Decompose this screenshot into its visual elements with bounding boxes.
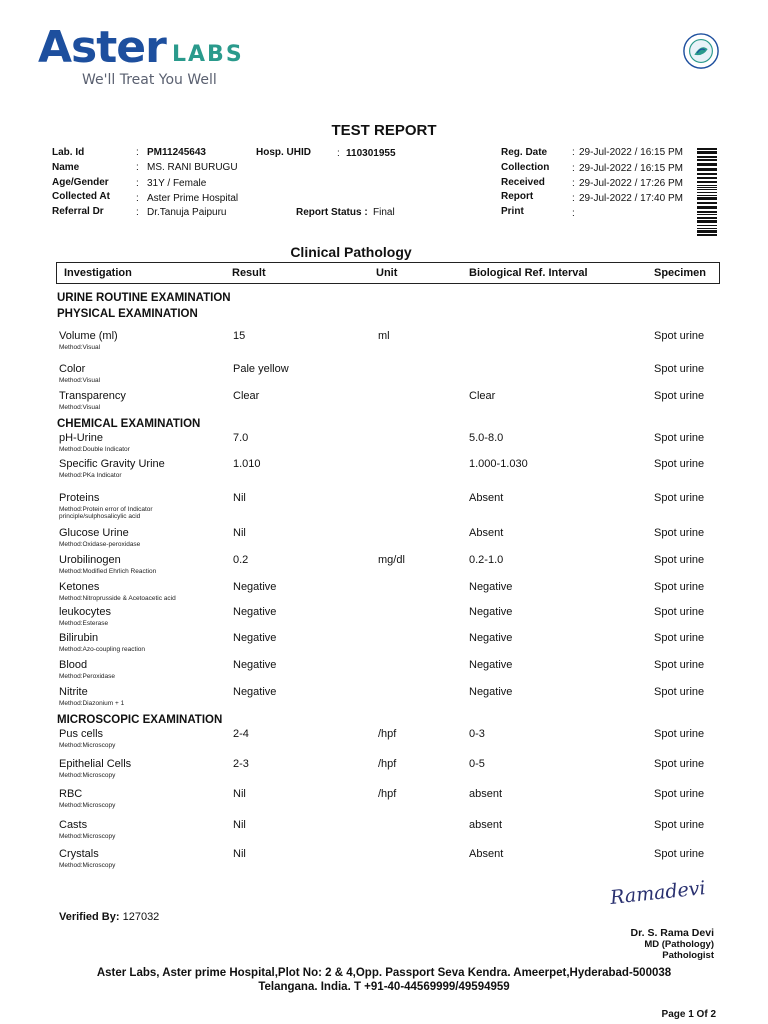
test-result: Clear	[233, 390, 260, 402]
test-specimen: Spot urine	[654, 363, 705, 375]
test-method: Method:Visual	[59, 344, 101, 351]
report-status-value: Final	[373, 207, 395, 218]
test-result: 0.2	[233, 554, 249, 566]
test-ref-interval: 1.000-1.030	[469, 458, 528, 470]
colon: :	[136, 162, 139, 173]
header-ref-interval: Biological Ref. Interval	[469, 267, 588, 279]
test-method: Method:Modified Ehrlich Reaction	[59, 568, 157, 575]
test-result: Negative	[233, 606, 277, 618]
collection-label: Collection	[501, 162, 550, 173]
test-specimen: Spot urine	[654, 330, 705, 342]
colon: :	[572, 208, 575, 219]
test-method: Method:Microscopy	[59, 802, 116, 809]
report-status-label: Report Status :	[296, 207, 368, 218]
test-name: pH-Urine	[59, 432, 104, 444]
collection-value: 29-Jul-2022 / 16:15 PM	[579, 163, 683, 174]
test-ref-interval: Negative	[469, 606, 513, 618]
doctor-degree: MD (Pathology)	[644, 939, 714, 950]
test-name: leukocytes	[59, 606, 111, 618]
test-result: 7.0	[233, 432, 249, 444]
barcode-icon	[697, 148, 717, 236]
test-specimen: Spot urine	[654, 581, 705, 593]
referral-value: Dr.Tanuja Paipuru	[147, 207, 227, 218]
verified-label: Verified By:	[59, 911, 120, 923]
hosp-uhid-value: 110301955	[346, 148, 396, 159]
collected-at-value: Aster Prime Hospital	[147, 193, 239, 204]
test-ref-interval: absent	[469, 819, 503, 831]
test-result: Pale yellow	[233, 363, 289, 375]
test-name: Blood	[59, 659, 88, 671]
brand-logo: Aster	[38, 22, 166, 73]
test-method: Method:Protein error of Indicator	[59, 506, 153, 513]
colon: :	[136, 207, 139, 218]
brand-labs: LABS	[172, 42, 244, 67]
test-ref-interval: Absent	[469, 848, 504, 860]
test-method: Method:Microscopy	[59, 742, 116, 749]
test-ref-interval: 5.0-8.0	[469, 432, 504, 444]
test-method: Method:Peroxidase	[59, 673, 116, 680]
test-name: Transparency	[59, 390, 126, 402]
test-specimen: Spot urine	[654, 788, 705, 800]
test-ref-interval: Negative	[469, 632, 513, 644]
test-method: Method:Visual	[59, 377, 101, 384]
test-unit: /hpf	[378, 728, 397, 740]
test-method: Method:Visual	[59, 404, 101, 411]
test-result: Nil	[233, 492, 246, 504]
test-specimen: Spot urine	[654, 554, 705, 566]
test-specimen: Spot urine	[654, 606, 705, 618]
test-unit: /hpf	[378, 758, 397, 770]
test-ref-interval: absent	[469, 788, 503, 800]
test-name: Specific Gravity Urine	[59, 458, 165, 470]
lab-id-label: Lab. Id	[52, 147, 85, 158]
test-name: Color	[59, 363, 86, 375]
test-result: Nil	[233, 819, 246, 831]
accreditation-seal-icon	[682, 32, 720, 70]
test-method: Method:Double Indicator	[59, 446, 130, 453]
test-specimen: Spot urine	[654, 659, 705, 671]
test-name: Nitrite	[59, 686, 88, 698]
group-chemical: CHEMICAL EXAMINATION	[57, 418, 201, 430]
test-specimen: Spot urine	[654, 728, 705, 740]
test-ref-interval: Negative	[469, 686, 513, 698]
test-specimen: Spot urine	[654, 527, 705, 539]
test-name: Bilirubin	[59, 632, 99, 644]
brand-tagline: We'll Treat You Well	[82, 72, 217, 88]
verified-value: 127032	[122, 911, 160, 923]
test-method: Method:Nitroprusside & Acetoacetic acid	[59, 595, 176, 602]
section-title: Clinical Pathology	[290, 244, 412, 260]
header-investigation: Investigation	[64, 267, 132, 279]
test-result: Nil	[233, 848, 246, 860]
signature: Ramadevi	[609, 877, 707, 909]
received-value: 29-Jul-2022 / 17:26 PM	[579, 178, 683, 189]
header-unit: Unit	[376, 267, 398, 279]
test-specimen: Spot urine	[654, 632, 705, 644]
age-gender-label: Age/Gender	[52, 177, 109, 188]
test-ref-interval: 0-3	[469, 728, 485, 740]
colon: :	[136, 178, 139, 189]
header-result: Result	[232, 267, 266, 279]
test-unit: mg/dl	[378, 554, 405, 566]
test-method: Method:Microscopy	[59, 772, 116, 779]
test-ref-interval: Absent	[469, 527, 504, 539]
test-name: Proteins	[59, 492, 100, 504]
reg-date-value: 29-Jul-2022 / 16:15 PM	[579, 147, 683, 158]
footer-contact: Telangana. India. T +91-40-44569999/49594959	[258, 981, 510, 993]
test-result: 15	[233, 330, 246, 342]
table-header	[56, 262, 720, 284]
lab-id-value: PM11245643	[147, 147, 206, 158]
test-method: Method:Esterase	[59, 620, 109, 627]
group-urine-routine: URINE ROUTINE EXAMINATION	[57, 292, 231, 304]
test-method: Method:Microscopy	[59, 833, 116, 840]
test-ref-interval: 0-5	[469, 758, 485, 770]
referral-label: Referral Dr	[52, 206, 104, 217]
test-specimen: Spot urine	[654, 848, 705, 860]
test-specimen: Spot urine	[654, 758, 705, 770]
age-gender-value: 31Y / Female	[147, 178, 207, 189]
collected-at-label: Collected At	[52, 191, 110, 202]
test-name: Volume (ml)	[59, 330, 118, 342]
page-number: Page 1 Of 2	[661, 1009, 716, 1020]
test-specimen: Spot urine	[654, 492, 705, 504]
colon: :	[572, 178, 575, 189]
test-method-cont: principle/sulphosalicylic acid	[59, 513, 141, 520]
footer-address: Aster Labs, Aster prime Hospital,Plot No: 2 & 4,Opp. Passport Seva Kendra. Ameerpet,Hyderabad-500038	[96, 967, 672, 979]
test-name: Pus cells	[59, 728, 104, 740]
test-result: Negative	[233, 686, 277, 698]
colon: :	[136, 147, 139, 158]
test-result: Negative	[233, 581, 277, 593]
report-label: Report	[501, 191, 534, 202]
test-name: Glucose Urine	[59, 527, 129, 539]
report-title: TEST REPORT	[331, 122, 437, 139]
test-result: Negative	[233, 659, 277, 671]
test-name: RBC	[59, 788, 83, 800]
print-label: Print	[501, 206, 524, 217]
test-result: 2-4	[233, 728, 249, 740]
test-specimen: Spot urine	[654, 458, 705, 470]
verified-block	[59, 911, 159, 923]
test-ref-interval: Clear	[469, 390, 496, 402]
reg-date-label: Reg. Date	[501, 147, 548, 158]
test-name: Ketones	[59, 581, 100, 593]
colon: :	[572, 147, 575, 158]
test-name: Urobilinogen	[59, 554, 121, 566]
group-physical: PHYSICAL EXAMINATION	[57, 308, 198, 320]
test-ref-interval: Absent	[469, 492, 504, 504]
test-ref-interval: Negative	[469, 581, 513, 593]
test-name: Epithelial Cells	[59, 758, 132, 770]
test-method: Method:Diazonium + 1	[59, 700, 125, 707]
test-method: Method:Azo-coupling reaction	[59, 646, 145, 653]
test-result: Nil	[233, 788, 246, 800]
test-result: Nil	[233, 527, 246, 539]
report-value: 29-Jul-2022 / 17:40 PM	[579, 193, 683, 204]
header-specimen: Specimen	[654, 267, 706, 279]
test-result: 2-3	[233, 758, 249, 770]
test-method: Method:Microscopy	[59, 862, 116, 869]
group-microscopic: MICROSCOPIC EXAMINATION	[57, 714, 223, 726]
doctor-name: Dr. S. Rama Devi	[630, 927, 714, 939]
test-specimen: Spot urine	[654, 432, 705, 444]
test-unit: /hpf	[378, 788, 397, 800]
colon: :	[136, 193, 139, 204]
test-specimen: Spot urine	[654, 390, 705, 402]
test-method: Method:Oxidase-peroxidase	[59, 541, 141, 548]
test-unit: ml	[378, 330, 390, 342]
test-result: Negative	[233, 632, 277, 644]
doctor-role: Pathologist	[662, 950, 714, 961]
test-method: Method:PKa Indicator	[59, 472, 122, 479]
test-name: Casts	[59, 819, 88, 831]
test-specimen: Spot urine	[654, 819, 705, 831]
test-specimen: Spot urine	[654, 686, 705, 698]
test-result: 1.010	[233, 458, 261, 470]
colon: :	[572, 193, 575, 204]
test-ref-interval: Negative	[469, 659, 513, 671]
colon: :	[572, 163, 575, 174]
name-label: Name	[52, 162, 80, 173]
name-value: MS. RANI BURUGU	[147, 162, 238, 173]
hosp-uhid-label: Hosp. UHID	[256, 147, 311, 158]
received-label: Received	[501, 177, 545, 188]
test-name: Crystals	[59, 848, 99, 860]
colon: :	[337, 148, 340, 159]
test-ref-interval: 0.2-1.0	[469, 554, 504, 566]
